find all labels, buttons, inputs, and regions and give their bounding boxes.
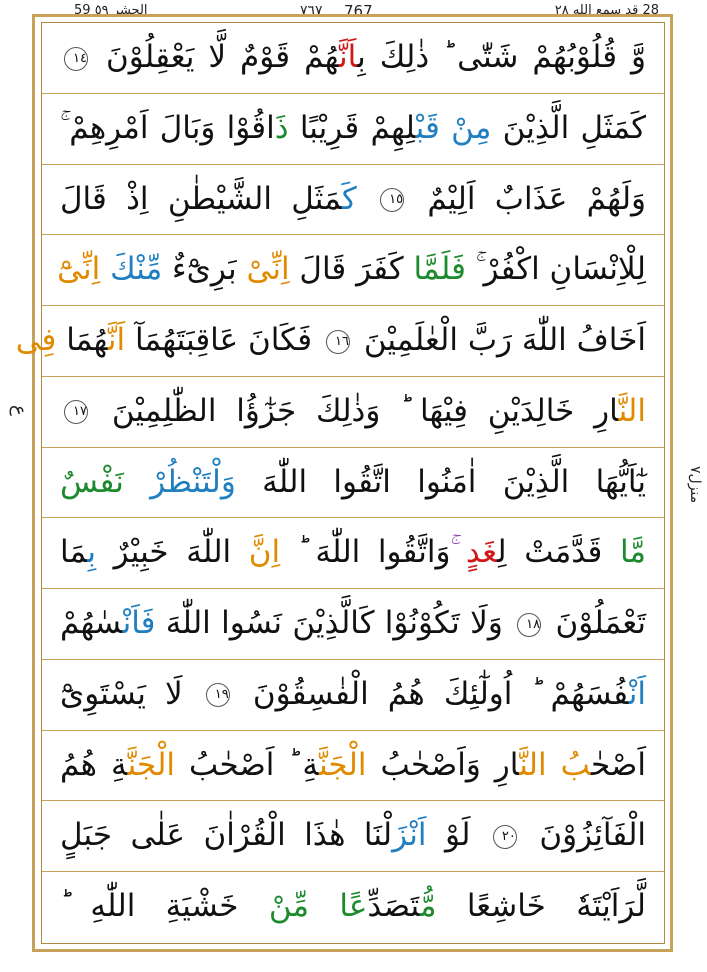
text-segment: الْجَنَّ	[127, 746, 176, 783]
text-segment: يٰٓاَيُّهَا الَّذِيْنَ اٰمَنُوا اتَّقُوا اللّٰهَ	[235, 463, 647, 500]
quran-text-block	[15, 23, 664, 943]
ayah-number-marker: ١٨	[517, 613, 541, 637]
text-segment: ۚ	[450, 534, 466, 571]
text-segment: لِلْاِنْسَانِ اكْفُرْ ۚ	[465, 251, 646, 288]
text-segment: كَمَثَلِ الَّذِيْنَ	[491, 109, 646, 146]
text-segment: اَصْحٰ	[591, 746, 646, 783]
text-segment: اللّٰهَ خَبِيْرٌ	[96, 534, 249, 571]
ayah-number-marker: ١٥	[380, 188, 404, 212]
surah-name-label: 59 الحشر ٥٩	[74, 3, 148, 18]
text-segment: لَا يَسْتَوِىْٓ	[60, 675, 202, 712]
text-line	[42, 801, 664, 872]
text-line	[42, 23, 664, 94]
text-segment: لْنَا هٰذَا الْقُرْاٰنَ عَلٰى جَبَلٍ	[60, 817, 393, 854]
text-segment: بُ النَّ	[519, 746, 592, 783]
text-segment: فَلَمَّا	[413, 251, 466, 288]
text-segment: مِّنْ	[238, 888, 340, 925]
text-segment: لَوْ	[426, 817, 489, 854]
text-segment: وَّ قُلُوْبُهُمْ شَتّٰى ؕ ذٰلِكَ بِ	[357, 39, 646, 75]
text-segment: مَثَلِ الشَّيْطٰنِ اِذْ قَالَ	[60, 180, 343, 217]
text-line	[42, 872, 664, 943]
text-line	[42, 448, 664, 519]
text-line	[42, 94, 664, 165]
text-segment: خَشْيَةِ اللّٰهِ ؕ	[60, 888, 239, 925]
text-segment: لِهِمْ قَرِيْبًا	[288, 109, 416, 146]
text-line	[42, 518, 664, 589]
text-segment: الْجَنَّ	[319, 746, 367, 783]
page-number: 767	[344, 2, 373, 20]
juz-label: 28 قد سمع الله ٢٨	[554, 3, 659, 18]
text-segment: اِنَّ	[248, 534, 281, 571]
text-segment: ةِ هُمُ	[60, 746, 128, 783]
manzil-marker: منزل٧	[687, 466, 703, 504]
text-segment: كَ	[342, 180, 377, 217]
text-segment: وَاتَّقُوا اللّٰهَ ؕ	[280, 534, 451, 571]
text-line	[42, 660, 664, 731]
text-segment: النَّ	[618, 392, 646, 429]
text-line	[42, 731, 664, 802]
text-line	[42, 589, 664, 660]
text-segment: اَنَّ	[339, 39, 358, 75]
text-segment: اَنْ	[628, 675, 647, 712]
text-segment: اِنِّىْ	[246, 251, 290, 288]
text-segment: فِى	[15, 322, 57, 359]
text-line	[42, 165, 664, 236]
ruku-marker: ع	[9, 404, 30, 416]
text-line	[42, 377, 664, 448]
text-segment: اِنِّىْٓ	[57, 251, 111, 288]
text-segment: اقُوْا وَبَالَ اَمْرِهِمْ ۚ	[60, 109, 275, 146]
text-segment: فُسَهُمْ ؕ اُولٰٓئِكَ هُمُ الْفٰسِقُوْنَ	[233, 675, 629, 712]
arabic-page-number: ٧٦٧	[300, 3, 323, 19]
text-segment: اَخَافُ اللّٰهَ رَبَّ الْعٰلَمِيْنَ	[353, 322, 646, 359]
text-segment: بِ	[87, 534, 97, 571]
text-segment: مَا	[60, 534, 88, 571]
text-segment: لَّرَاَيْتَهٗ خَاشِعًا	[436, 888, 646, 925]
text-segment: مِّنْكَ	[110, 251, 163, 288]
text-segment: وَلْتَنْظُرْ	[150, 463, 236, 500]
text-segment: وَلَا تَكُوْنُوْا كَالَّذِيْنَ نَسُوا اللّٰهَ	[155, 605, 514, 642]
text-segment: ذَ	[274, 109, 289, 146]
text-segment: تَعْمَلُوْنَ	[545, 605, 647, 642]
text-segment: فَكَانَ عَاقِبَتَهُمَآ	[125, 322, 322, 359]
text-segment: مُّ	[419, 888, 437, 925]
ayah-number-marker: ٢٠	[493, 825, 517, 849]
text-segment: وَلَهُمْ عَذَابٌ اَلِيْمٌ	[408, 180, 646, 217]
text-line	[15, 306, 664, 377]
text-segment: كَفَرَ قَالَ	[289, 251, 414, 288]
text-segment: ارِ وَاَصْحٰبُ	[366, 746, 520, 783]
text-segment: سٰهُمْ	[60, 605, 123, 642]
ayah-number-marker: ١٩	[206, 683, 230, 707]
text-segment: غَدٍ	[465, 534, 498, 571]
text-segment: مِنْ قَبْ	[415, 109, 492, 146]
text-segment: اَنَّ	[107, 322, 126, 359]
ayah-number-marker: ١٧	[64, 400, 88, 424]
text-segment: اَنْزَ	[392, 817, 427, 854]
text-segment: هُمْ قَوْمٌ لَّا يَعْقِلُوْنَ	[92, 39, 340, 75]
ayah-number-marker: ١٤	[64, 47, 88, 71]
text-segment: بَرِىْٓءٌ	[162, 251, 247, 288]
text-segment: مَّا	[619, 534, 647, 571]
ayah-number-marker: ١٦	[326, 330, 350, 354]
text-segment: ارِ خَالِدَيْنِ فِيْهَا ؕ وَذٰلِكَ جَزٰٓؤُا الظّٰلِمِيْنَ	[92, 392, 619, 429]
text-segment: هُمَا	[56, 322, 108, 359]
text-segment: ةِ ؕ اَصْحٰبُ	[175, 746, 320, 783]
text-segment: الْفَآئِزُوْنَ	[520, 817, 647, 854]
text-segment: فَاَنْ	[122, 605, 156, 642]
text-segment: نَفْسٌ	[60, 463, 151, 500]
text-segment: قَدَّمَتْ لِ	[497, 534, 620, 571]
text-line	[42, 235, 664, 306]
text-segment: تَصَدِّ	[367, 888, 420, 925]
text-segment: عًا	[339, 888, 368, 925]
